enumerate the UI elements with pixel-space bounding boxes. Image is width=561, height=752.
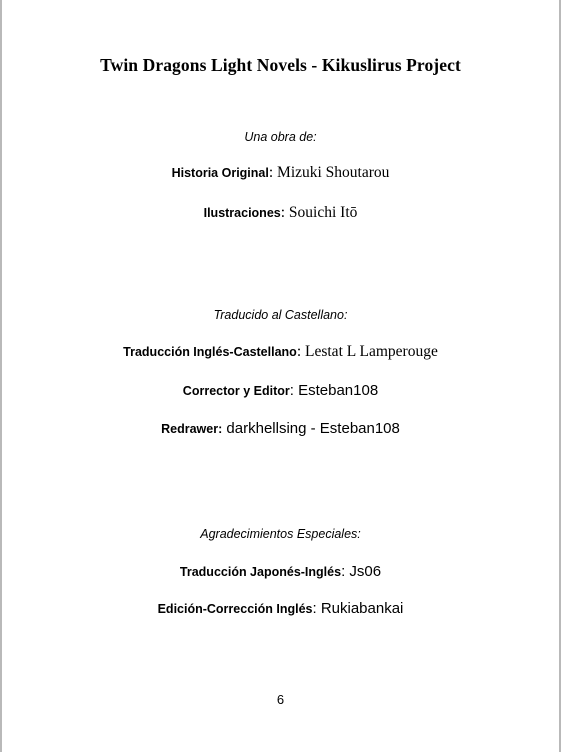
page-border-left xyxy=(0,0,2,752)
credit-value: Lestat L Lamperouge xyxy=(305,343,438,360)
section-heading-work-by: Una obra de: xyxy=(244,130,317,144)
credit-value: Souichi Itō xyxy=(288,204,358,221)
credit-label: Corrector y Editor xyxy=(182,384,290,398)
credit-label: Edición-Corrección Inglés xyxy=(157,602,313,616)
page-title: Twin Dragons Light Novels - Kikuslirus Project xyxy=(100,55,461,75)
credit-value: Rukiabankai xyxy=(320,600,404,617)
credit-label: Traducción Japonés-Inglés xyxy=(179,565,342,579)
credit-label: Redrawer: xyxy=(161,422,223,436)
credit-translation-jp-en: Traducción Japonés-Inglés: Js06 xyxy=(179,563,382,580)
credit-translation-en-es: Traducción Inglés-Castellano: Lestat L Lamperouge xyxy=(123,343,438,360)
page-number: 6 xyxy=(276,692,285,707)
credit-label: Historia Original xyxy=(171,166,269,180)
credit-original-story: Historia Original: Mizuki Shoutarou xyxy=(171,164,390,181)
credit-editing-en: Edición-Corrección Inglés: Rukiabankai xyxy=(157,600,404,617)
credit-value: darkhellsing - Esteban108 xyxy=(226,420,400,437)
credit-value: Js06 xyxy=(349,563,382,580)
section-heading-translated: Traducido al Castellano: xyxy=(213,308,348,322)
section-heading-special-thanks: Agradecimientos Especiales: xyxy=(200,527,361,541)
credit-value: Esteban108 xyxy=(298,382,379,399)
credit-value: Mizuki Shoutarou xyxy=(277,164,390,181)
credit-label: Ilustraciones xyxy=(203,206,281,220)
credit-illustrations: Ilustraciones: Souichi Itō xyxy=(203,204,358,221)
credit-editor: Corrector y Editor: Esteban108 xyxy=(182,382,379,399)
credit-label: Traducción Inglés-Castellano xyxy=(123,345,297,359)
credit-redrawer xyxy=(0,421,561,437)
